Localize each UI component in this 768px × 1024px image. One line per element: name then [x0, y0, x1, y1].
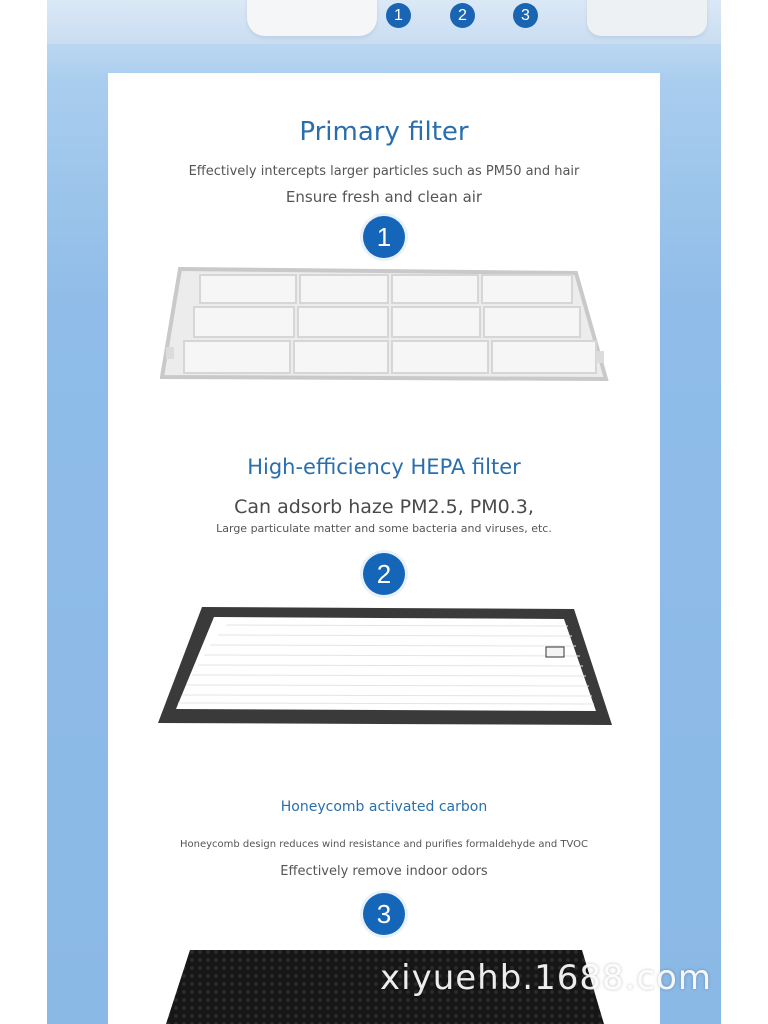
section-title: Honeycomb activated carbon: [280, 799, 488, 815]
section-description: Can adsorb haze PM2.5, PM0.3,: [234, 496, 534, 518]
content-card: [108, 73, 660, 1024]
section-title: Primary filter: [299, 117, 469, 147]
number-badge: 3: [363, 893, 405, 935]
primary-filter-image: [160, 267, 610, 383]
section-description: Effectively remove indoor odors: [280, 864, 488, 879]
section-description: Ensure fresh and clean air: [285, 188, 483, 206]
section-title: High-efficiency HEPA filter: [247, 455, 521, 479]
number-badge: 1: [386, 3, 411, 28]
purifier-image: [247, 0, 377, 36]
purifier-image: [587, 0, 707, 36]
top-product-strip: [47, 0, 721, 44]
section-description: Large particulate matter and some bacteria and viruses, etc.: [216, 522, 552, 535]
number-badge: 2: [450, 3, 475, 28]
watermark: xiyuehb.1688.com: [380, 958, 713, 998]
number-badge: 1: [363, 216, 405, 258]
number-badge: 3: [513, 3, 538, 28]
number-badge: 2: [363, 553, 405, 595]
section-description: Honeycomb design reduces wind resistance and purifies formaldehyde and TVOC: [179, 839, 588, 850]
section-description: Effectively intercepts larger particles such as PM50 and hair: [188, 164, 580, 179]
hepa-filter-image: [156, 605, 614, 729]
